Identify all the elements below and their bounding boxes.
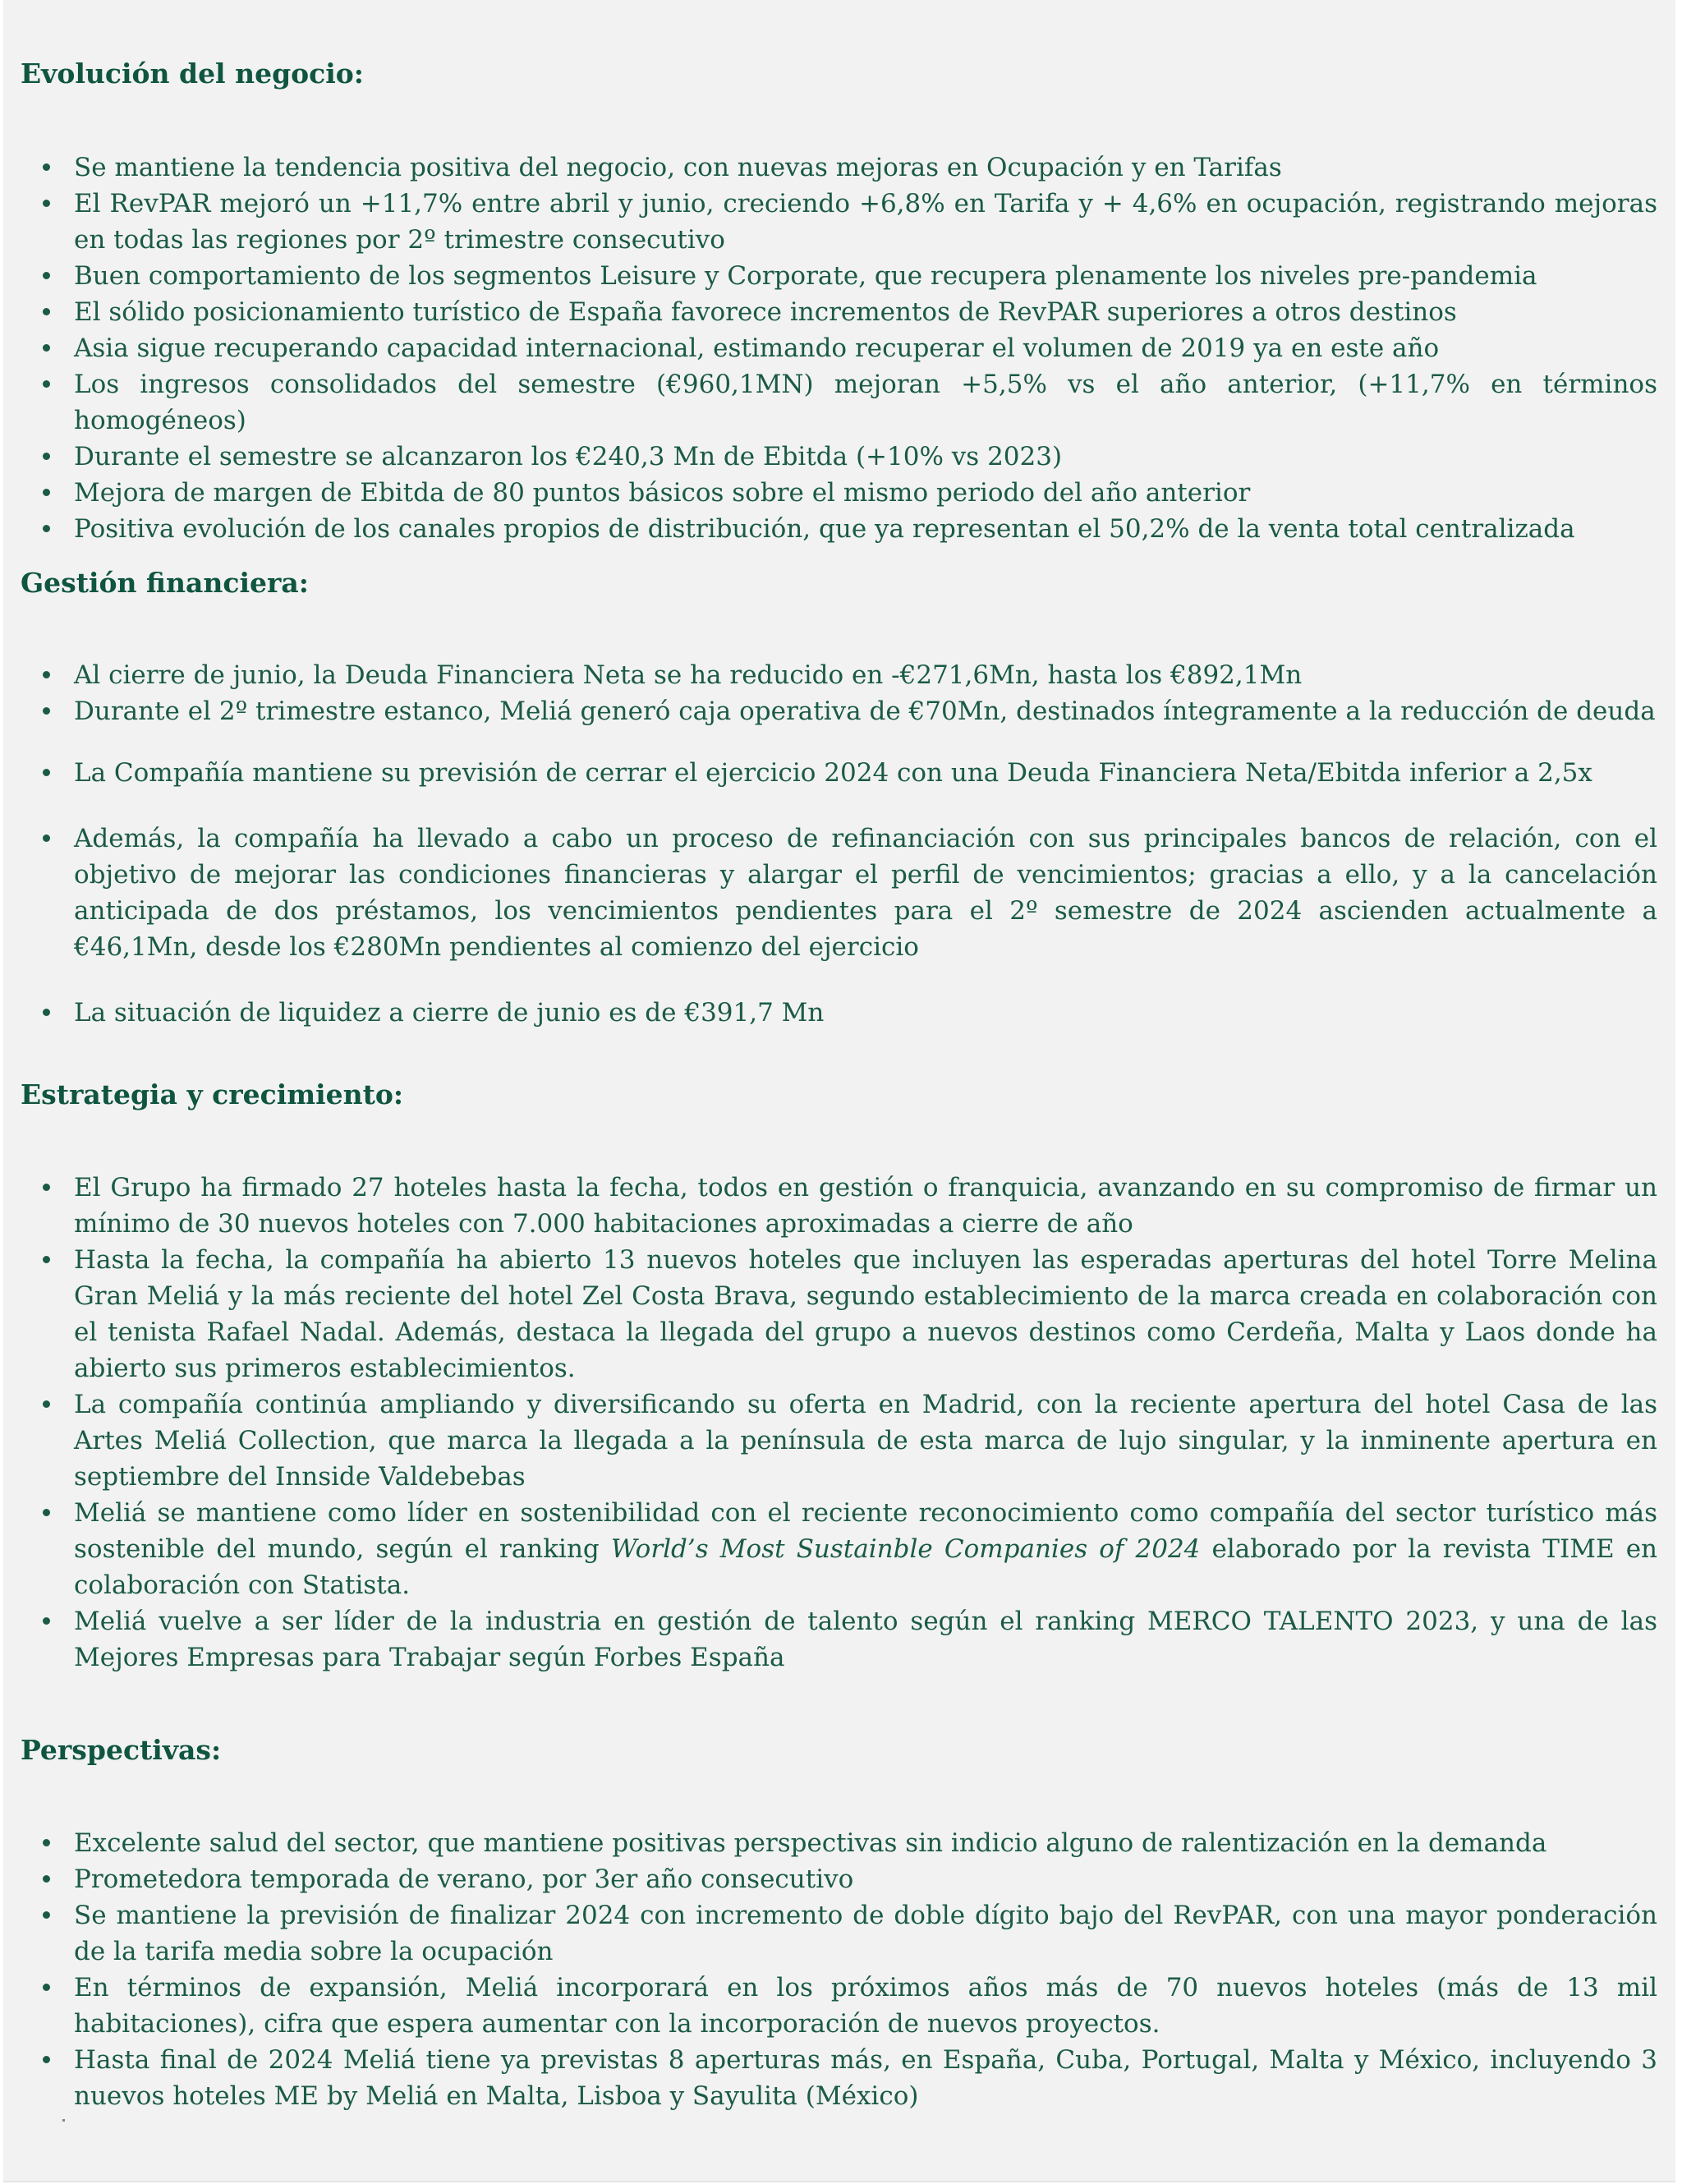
stray-dot-mark: [62, 2119, 65, 2122]
list-item: Se mantiene la previsión de finalizar 2024 con incremento de doble dígito bajo del RevPAR, con una mayor ponderación de la tarifa media sobre la ocupación: [3, 1897, 1675, 1970]
section-title-evolucion: Evolución del negocio:: [21, 57, 364, 90]
list-item: El sólido posicionamiento turístico de España favorece incrementos de RevPAR superiores a otros destinos: [3, 294, 1675, 330]
bullet-dot-icon: [43, 453, 50, 460]
bullet-list-gestion-financiera: [3, 657, 1675, 1031]
bullet-dot-icon: [43, 380, 50, 388]
list-item: En términos de expansión, Meliá incorporará en los próximos años más de 70 nuevos hoteles (más de 13 mil habitaciones), cifra que espera aumentar con la incorporación de nuevos proyectos.: [3, 1970, 1675, 2042]
bullet-dot-icon: [43, 2056, 50, 2063]
list-item: Prometedora temporada de verano, por 3er año consecutivo: [3, 1861, 1675, 1897]
bullet-dot-icon: [43, 489, 50, 496]
bullet-dot-icon: [43, 1617, 50, 1625]
bullet-dot-icon: [43, 1875, 50, 1883]
bullet-list-evolucion: [3, 149, 1675, 547]
list-item: Asia sigue recuperando capacidad internacional, estimando recuperar el volumen de 2019 ya en este año: [3, 330, 1675, 366]
list-item: Positiva evolución de los canales propios de distribución, que ya representan el 50,2% de la venta total centralizada: [3, 511, 1675, 547]
bullet-dot-icon: [43, 163, 50, 171]
section-title-perspectivas: Perspectivas:: [21, 1734, 222, 1766]
bullet-dot-icon: [43, 344, 50, 352]
list-item: Meliá se mantiene como líder en sostenibilidad con el reciente reconocimiento como compañía del sector turístico más sostenible del mundo, según el ranking World’s Most Sustainble Companies of 2024 elaborado por la revista TIME en colaboración con Statista.: [3, 1495, 1675, 1603]
list-item: Hasta final de 2024 Meliá tiene ya previstas 8 aperturas más, en España, Cuba, Portugal, Malta y México, incluyendo 3 nuevos hoteles ME by Meliá en Malta, Lisboa y Sayulita (México): [3, 2042, 1675, 2114]
bullet-dot-icon: [43, 1009, 50, 1016]
bullet-dot-icon: [43, 671, 50, 678]
list-item: Mejora de margen de Ebitda de 80 puntos básicos sobre el mismo periodo del año anterior: [3, 475, 1675, 511]
list-item: El Grupo ha firmado 27 hoteles hasta la fecha, todos en gestión o franquicia, avanzando en su compromiso de firmar un mínimo de 30 nuevos hoteles con 7.000 habitaciones aproximadas a cierre de año: [3, 1170, 1675, 1242]
list-item: Además, la compañía ha llevado a cabo un proceso de refinanciación con sus principales bancos de relación, con el objetivo de mejorar las condiciones financieras y alargar el perfil de vencimientos; gracias a ello, y a la cancelación anticipada de dos préstamos, los vencimientos pendientes para el 2º semestre de 2024 ascienden actualmente a €46,1Mn, desde los €280Mn pendientes al comienzo del ejercicio: [3, 821, 1675, 965]
bullet-dot-icon: [43, 272, 50, 279]
bullet-list-estrategia: [3, 1170, 1675, 1676]
list-item: La situación de liquidez a cierre de junio es de €391,7 Mn: [3, 995, 1675, 1031]
bullet-list-perspectivas: [3, 1825, 1675, 2114]
bullet-dot-icon: [43, 707, 50, 715]
document-panel: [3, 0, 1675, 2182]
bullet-dot-icon: [43, 1509, 50, 1516]
list-item: Durante el semestre se alcanzaron los €240,3 Mn de Ebitda (+10% vs 2023): [3, 439, 1675, 475]
bullet-dot-icon: [43, 1839, 50, 1846]
bullet-dot-icon: [43, 1184, 50, 1191]
bullet-dot-icon: [43, 525, 50, 532]
bullet-dot-icon: [43, 1984, 50, 1991]
bullet-dot-icon: [43, 308, 50, 315]
list-item: Los ingresos consolidados del semestre (€960,1MN) mejoran +5,5% vs el año anterior, (+11,7% en términos homogéneos): [3, 366, 1675, 439]
section-title-gestion-financiera: Gestión financiera:: [21, 567, 309, 599]
bullet-dot-icon: [43, 835, 50, 842]
list-item: El RevPAR mejoró un +11,7% entre abril y junio, creciendo +6,8% en Tarifa y + 4,6% en ocupación, registrando mejoras en todas las regiones por 2º trimestre consecutivo: [3, 186, 1675, 258]
list-item: Meliá vuelve a ser líder de la industria en gestión de talento según el ranking MERCO TALENTO 2023, y una de las Mejores Empresas para Trabajar según Forbes España: [3, 1603, 1675, 1676]
bullet-dot-icon: [43, 769, 50, 776]
list-item: La Compañía mantiene su previsión de cerrar el ejercicio 2024 con una Deuda Financiera Neta/Ebitda inferior a 2,5x: [3, 755, 1675, 791]
ranking-name: World’s Most Sustainble Companies of 2024: [610, 1534, 1201, 1564]
bullet-dot-icon: [43, 200, 50, 207]
bullet-dot-icon: [43, 1911, 50, 1919]
list-item: Hasta la fecha, la compañía ha abierto 13 nuevos hoteles que incluyen las esperadas aperturas del hotel Torre Melina Gran Meliá y la más reciente del hotel Zel Costa Brava, segundo establecimiento de la marca creada en colaboración con el tenista Rafael Nadal. Además, destaca la llegada del grupo a nuevos destinos como Cerdeña, Malta y Laos donde ha abierto sus primeros establecimientos.: [3, 1242, 1675, 1386]
list-item: Al cierre de junio, la Deuda Financiera Neta se ha reducido en -€271,6Mn, hasta los €892,1Mn: [3, 657, 1675, 693]
list-item: Durante el 2º trimestre estanco, Meliá generó caja operativa de €70Mn, destinados íntegramente a la reducción de deuda: [3, 693, 1675, 729]
section-title-estrategia: Estrategia y crecimiento:: [21, 1078, 404, 1110]
bullet-dot-icon: [43, 1400, 50, 1408]
bullet-dot-icon: [43, 1256, 50, 1263]
list-item: Buen comportamiento de los segmentos Leisure y Corporate, que recupera plenamente los niveles pre-pandemia: [3, 258, 1675, 294]
list-item: Se mantiene la tendencia positiva del negocio, con nuevas mejoras en Ocupación y en Tarifas: [3, 149, 1675, 186]
list-item: La compañía continúa ampliando y diversificando su oferta en Madrid, con la reciente apertura del hotel Casa de las Artes Meliá Collection, que marca la llegada a la península de esta marca de lujo singular, y la inminente apertura en septiembre del Innside Valdebebas: [3, 1386, 1675, 1495]
list-item: Excelente salud del sector, que mantiene positivas perspectivas sin indicio alguno de ralentización en la demanda: [3, 1825, 1675, 1861]
